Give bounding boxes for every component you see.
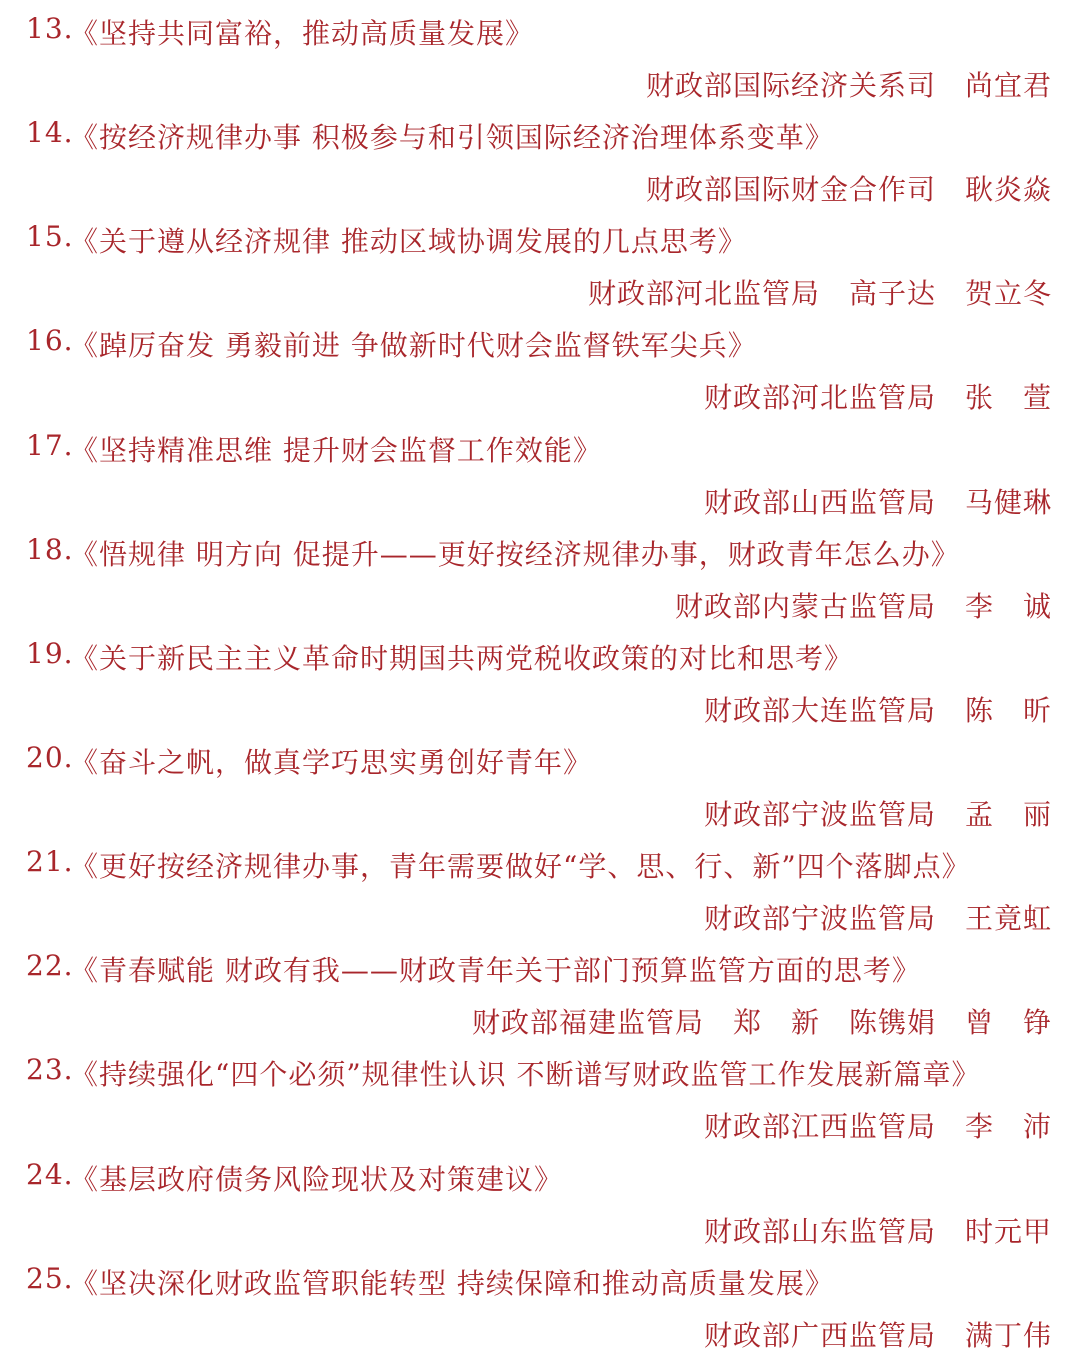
- entry-number: 16.: [26, 324, 74, 358]
- entry-title: 《持续强化“四个必须”规律性认识 不断谱写财政监管工作发展新篇章》: [70, 1058, 981, 1092]
- entry-number: 14.: [26, 116, 74, 150]
- list-item: [0, 421, 1080, 525]
- entry-title-line: [0, 1045, 1080, 1097]
- entry-authors: 财政部大连监管局 陈 昕: [703, 693, 1052, 727]
- entry-number: 25.: [26, 1261, 74, 1295]
- entry-authors: 财政部宁波监管局 孟 丽: [703, 798, 1052, 832]
- entry-authors: 财政部福建监管局 郑 新 陈镌娟 曾 铮: [471, 1006, 1052, 1040]
- entry-author-line: [0, 577, 1080, 629]
- list-item: [0, 525, 1080, 629]
- entry-author-line: [0, 889, 1080, 941]
- entry-title: 《更好按经济规律办事，青年需要做好“学、思、行、新”四个落脚点》: [70, 850, 971, 884]
- entry-author-line: [0, 160, 1080, 212]
- entry-title-line: [0, 1150, 1080, 1202]
- entry-author-line: [0, 1097, 1080, 1149]
- list-item: [0, 629, 1080, 733]
- entry-title: 《坚持共同富裕，推动高质量发展》: [70, 17, 535, 50]
- entry-title-line: [0, 837, 1080, 889]
- entry-author-line: [0, 264, 1080, 316]
- entry-author-line: [0, 56, 1080, 108]
- entry-title: 《基层政府债务风险现状及对策建议》: [70, 1162, 564, 1196]
- document-page: [0, 4, 1080, 1358]
- entry-author-line: [0, 1306, 1080, 1358]
- entry-authors: 财政部山东监管局 时元甲: [703, 1214, 1052, 1248]
- entry-title-line: [0, 733, 1080, 785]
- list-item: [0, 1045, 1080, 1149]
- entry-author-line: [0, 785, 1080, 837]
- entry-authors: 财政部国际经济关系司 尚宜君: [645, 69, 1052, 103]
- entry-author-line: [0, 473, 1080, 525]
- entry-authors: 财政部山西监管局 马健琳: [703, 485, 1052, 519]
- entry-authors: 财政部宁波监管局 王竟虹: [703, 902, 1052, 936]
- entry-title-line: [0, 629, 1080, 681]
- entry-author-line: [0, 368, 1080, 420]
- entry-title: 《踔厉奋发 勇毅前进 争做新时代财会监督铁军尖兵》: [70, 329, 757, 363]
- list-item: [0, 1150, 1080, 1254]
- entry-title: 《奋斗之帆，做真学巧思实勇创好青年》: [70, 745, 593, 779]
- list-item: [0, 316, 1080, 420]
- entry-number: 13.: [26, 12, 74, 45]
- list-item: [0, 837, 1080, 941]
- entry-title-line: [0, 108, 1080, 160]
- entry-authors: 财政部广西监管局 满丁伟: [703, 1318, 1052, 1352]
- entry-title-line: [0, 4, 1080, 56]
- entry-authors: 财政部国际财金合作司 耿炎焱: [645, 173, 1052, 207]
- entry-number: 24.: [26, 1157, 74, 1191]
- list-item: [0, 733, 1080, 837]
- entry-title-line: [0, 421, 1080, 473]
- entry-number: 15.: [26, 220, 74, 254]
- entry-title: 《按经济规律办事 积极参与和引领国际经济治理体系变革》: [70, 121, 834, 155]
- list-item: [0, 108, 1080, 212]
- entry-authors: 财政部河北监管局 张 萱: [703, 381, 1052, 415]
- list-item: [0, 1254, 1080, 1358]
- entry-title: 《坚持精准思维 提升财会监督工作效能》: [70, 433, 602, 467]
- entry-number: 19.: [26, 636, 74, 670]
- entry-title: 《坚决深化财政监管职能转型 持续保障和推动高质量发展》: [70, 1266, 834, 1300]
- entry-number: 20.: [26, 740, 74, 774]
- entry-number: 21.: [26, 845, 74, 879]
- list-item: [0, 4, 1080, 108]
- entry-number: 17.: [26, 428, 74, 462]
- entry-title: 《青春赋能 财政有我——财政青年关于部门预算监管方面的思考》: [70, 954, 921, 988]
- entry-title: 《关于遵从经济规律 推动区域协调发展的几点思考》: [70, 225, 747, 259]
- list-item: [0, 212, 1080, 316]
- entry-number: 18.: [26, 532, 74, 566]
- entry-title-line: [0, 1254, 1080, 1306]
- entry-title: 《关于新民主主义革命时期国共两党税收政策的对比和思考》: [70, 641, 854, 675]
- entry-title: 《悟规律 明方向 促提升——更好按经济规律办事，财政青年怎么办》: [70, 537, 960, 571]
- list-item: [0, 941, 1080, 1045]
- entry-number: 22.: [26, 949, 74, 983]
- entry-authors: 财政部江西监管局 李 沛: [703, 1110, 1052, 1144]
- entry-author-line: [0, 681, 1080, 733]
- entry-authors: 财政部河北监管局 高子达 贺立冬: [587, 277, 1052, 311]
- entry-number: 23.: [26, 1053, 74, 1087]
- entry-title-line: [0, 212, 1080, 264]
- entry-title-line: [0, 316, 1080, 368]
- entry-title-line: [0, 941, 1080, 993]
- entry-author-line: [0, 1202, 1080, 1254]
- entry-title-line: [0, 525, 1080, 577]
- entry-authors: 财政部内蒙古监管局 李 诚: [674, 589, 1052, 623]
- entry-author-line: [0, 993, 1080, 1045]
